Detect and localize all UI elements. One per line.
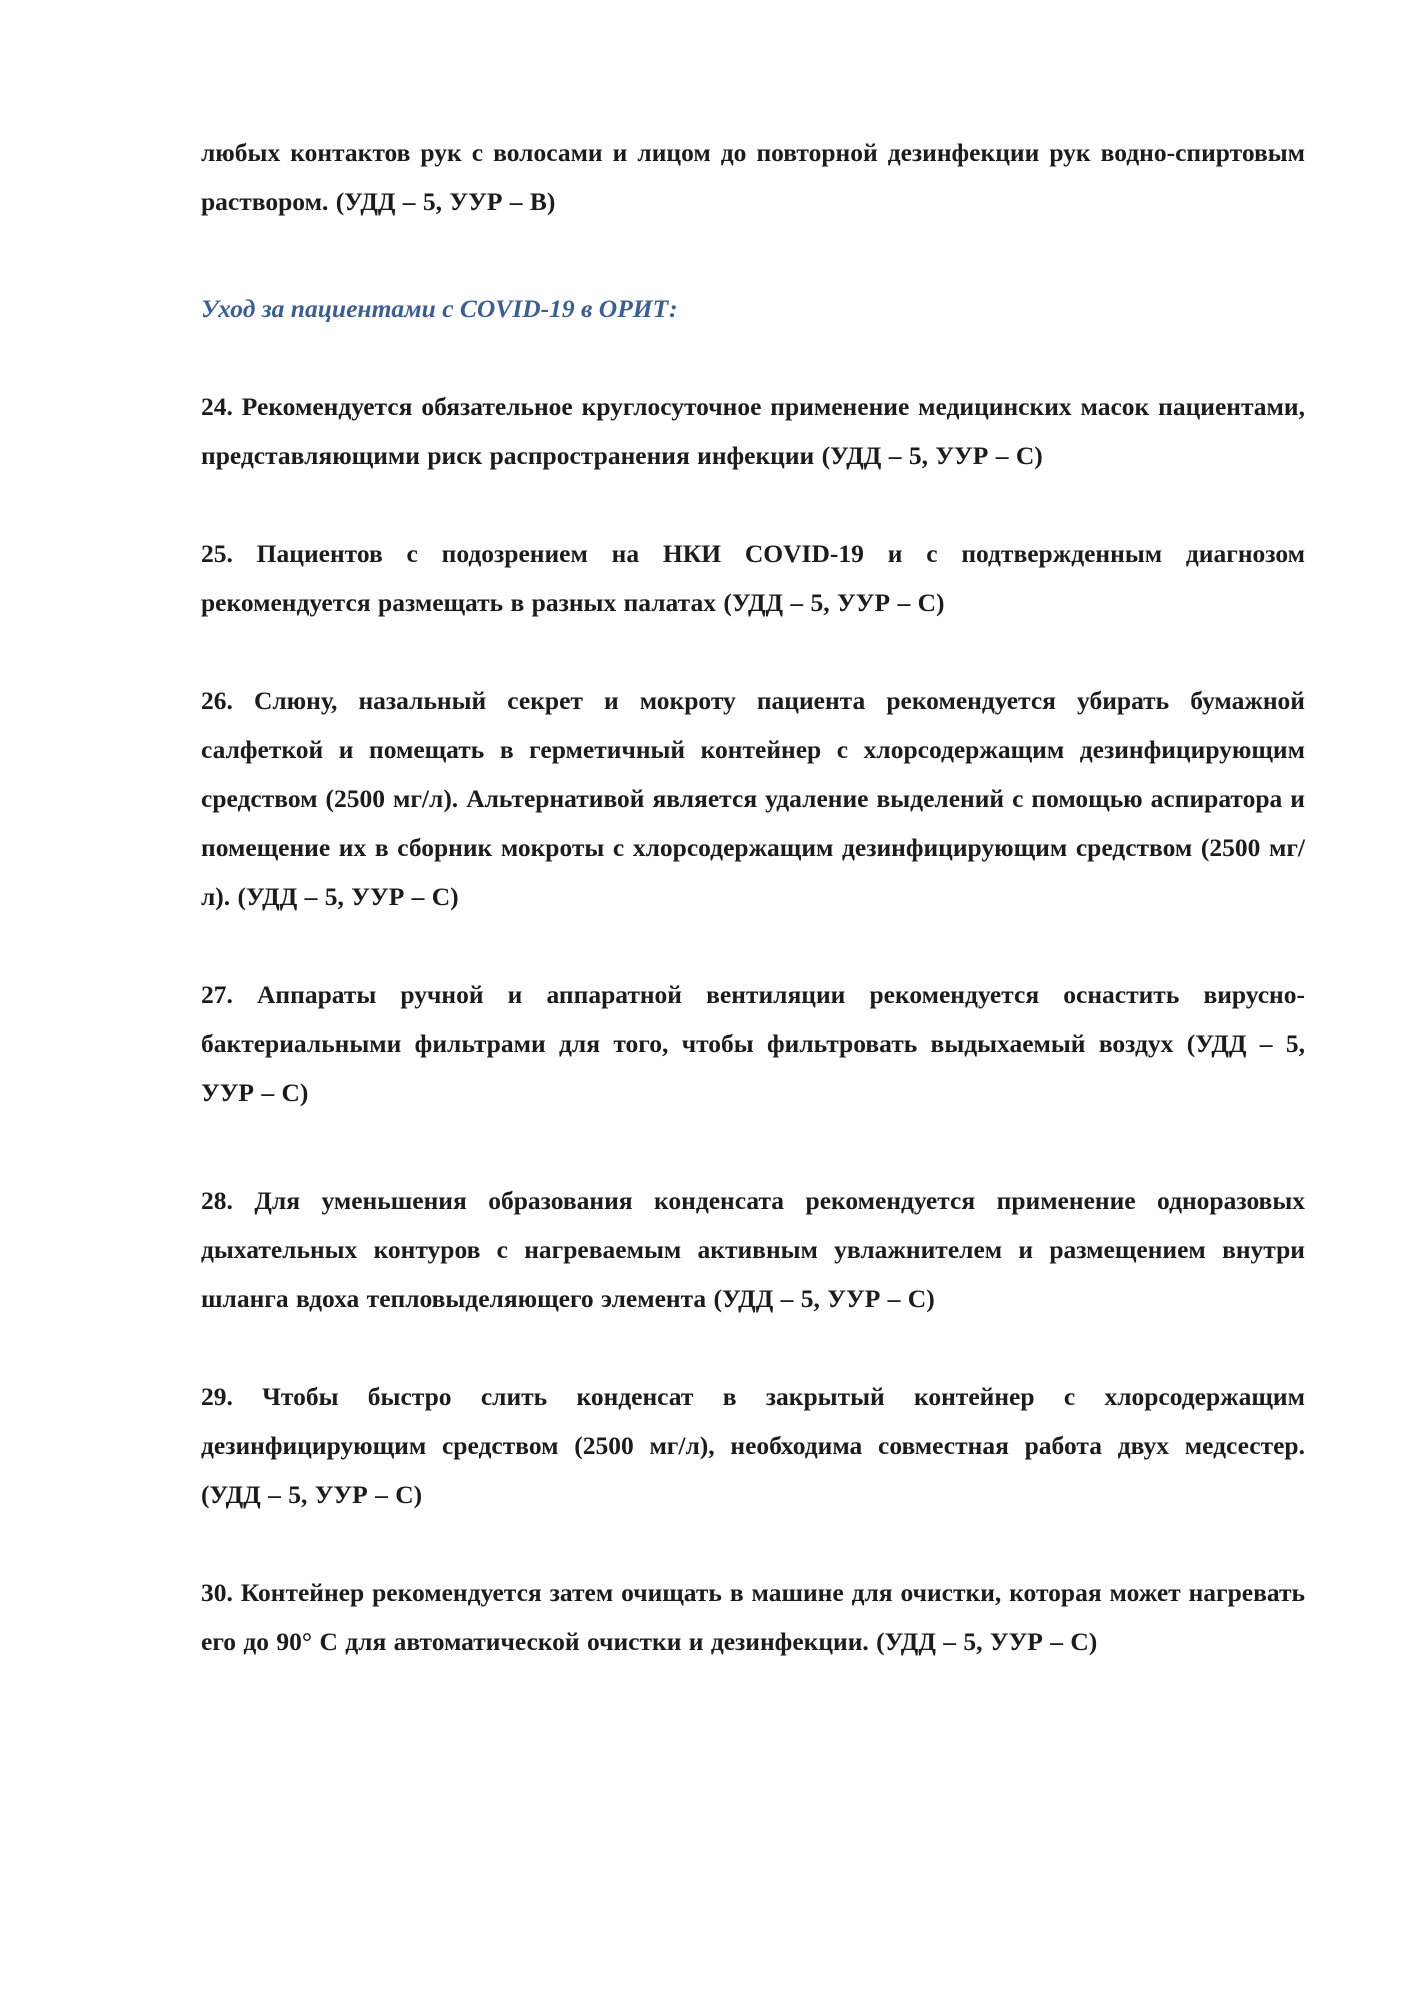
- recommendation-27: 27. Аппараты ручной и аппаратной вентиляции рекомендуется оснастить вирусно-бактериальными фильтрами для того, чтобы фильтровать выдыхаемый воздух (УДД – 5, УУР – С): [201, 980, 1305, 1107]
- recommendation-29: 29. Чтобы быстро слить конденсат в закрытый контейнер с хлорсодержащим дезинфицирующим средством (2500 мг/л), необходима совместная работа двух медсестер. (УДД – 5, УУР – С): [201, 1382, 1305, 1509]
- recommendation-25: 25. Пациентов с подозрением на НКИ COVID-19 и с подтвержденным диагнозом рекомендуется размещать в разных палатах (УДД – 5, УУР – С): [201, 539, 1305, 617]
- section-heading: Уход за пациентами с COVID-19 в ОРИТ:: [201, 294, 678, 323]
- recommendation-24: 24. Рекомендуется обязательное круглосуточное применение медицинских масок пациентами, представляющими риск распространения инфекции (УДД – 5, УУР – С): [201, 392, 1305, 470]
- intro-paragraph: любых контактов рук с волосами и лицом до повторной дезинфекции рук водно-спиртовым раствором. (УДД – 5, УУР – В): [201, 138, 1305, 216]
- recommendation-26: 26. Слюну, назальный секрет и мокроту пациента рекомендуется убирать бумажной салфеткой и помещать в герметичный контейнер с хлорсодержащим дезинфицирующим средством (2500 мг/л). Альтернативой является удаление выделений с помощью аспиратора и помещение их в сборник мокроты с хлорсодержащим дезинфицирующим средством (2500 мг/л). (УДД – 5, УУР – С): [201, 686, 1305, 911]
- recommendation-30: 30. Контейнер рекомендуется затем очищать в машине для очистки, которая может нагревать его до 90° С для автоматической очистки и дезинфекции. (УДД – 5, УУР – С): [201, 1578, 1305, 1656]
- recommendation-28: 28. Для уменьшения образования конденсата рекомендуется применение одноразовых дыхательных контуров с нагреваемым активным увлажнителем и размещением внутри шланга вдоха тепловыделяющего элемента (УДД – 5, УУР – С): [201, 1186, 1305, 1313]
